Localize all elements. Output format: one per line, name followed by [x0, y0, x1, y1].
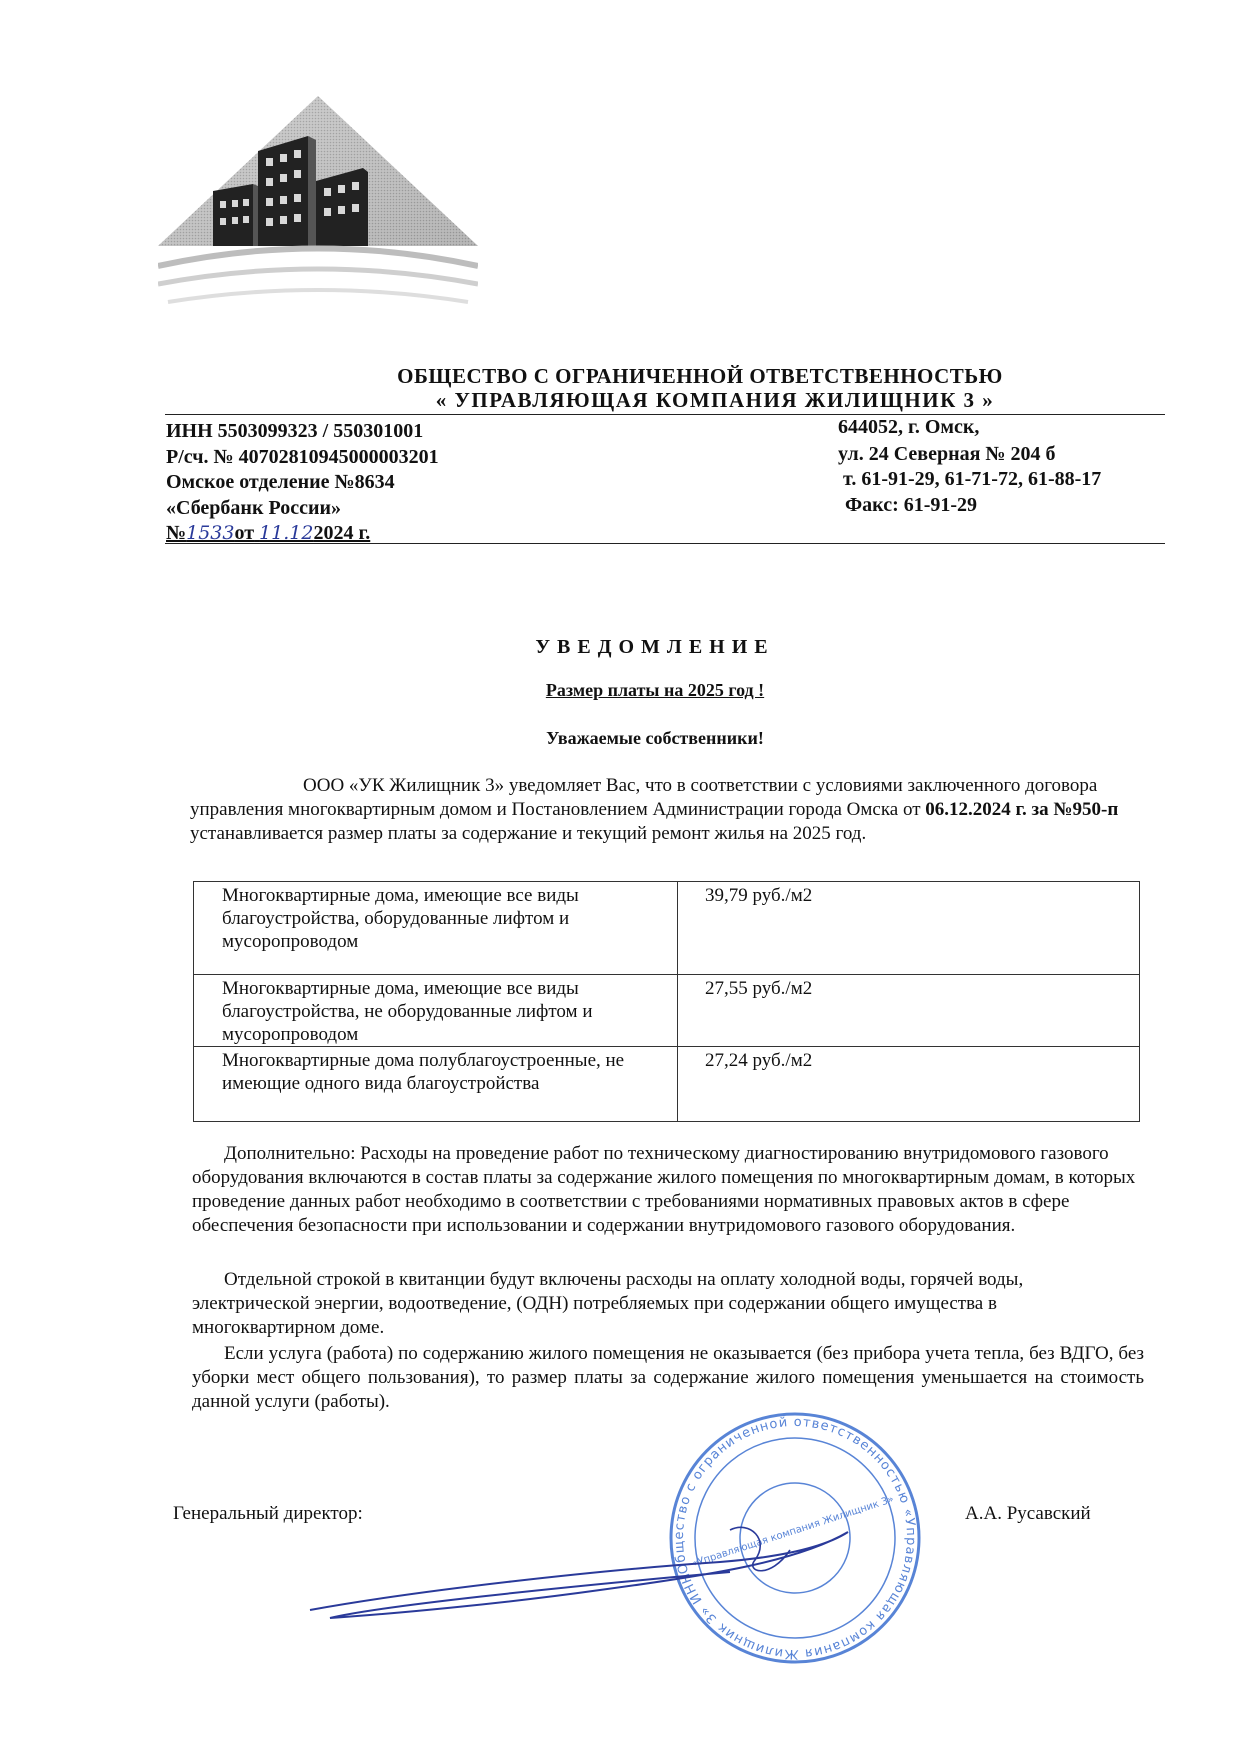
stamp-center-text: «Управляющая компания Жилищник 3»: [690, 1493, 896, 1570]
table-row: [194, 975, 1140, 1047]
ref-year: 2024 г.: [313, 522, 371, 544]
inn-line: ИНН 5503099323 / 550301001: [166, 420, 424, 442]
ref-day-handwritten: 11.12: [259, 522, 314, 544]
fee-category: Многоквартирные дома, имеющие все виды благоустройства, оборудованные лифтом и мусоропроводом: [194, 882, 678, 975]
greeting: Уважаемые собственники!: [546, 728, 764, 748]
service-reduction-paragraph: [192, 1342, 1144, 1414]
gas-diagnostics-paragraph: [192, 1142, 1142, 1238]
intro-text-b: устанавливается размер платы за содержание и текущий ремонт жилья на 2025 год.: [190, 823, 867, 844]
requisites-left: [166, 419, 439, 547]
org-name-line1: ОБЩЕСТВО С ОГРАНИЧЕННОЙ ОТВЕТСТВЕННОСТЬЮ: [397, 364, 1003, 388]
phones: т. 61-91-29, 61-71-72, 61-88-17: [843, 468, 1102, 490]
address-street: ул. 24 Северная № 204 б: [838, 442, 1056, 465]
ref-prefix: №: [166, 522, 187, 544]
table-row: [194, 1047, 1140, 1122]
account-line: Р/сч. № 40702810945000003201: [166, 445, 439, 468]
notice-subtitle: Размер платы на 2025 год !: [545, 680, 765, 700]
bank-branch-line: Омское отделение №8634: [166, 471, 395, 493]
director-label: Генеральный директор:: [173, 1503, 363, 1524]
table-row: [194, 882, 1140, 975]
intro-paragraph: [190, 774, 1150, 846]
header-rule-bottom: [165, 543, 1165, 544]
company-logo: [158, 96, 478, 326]
fee-rate: 27,55 руб./м2: [678, 975, 1140, 1047]
intro-text-a: ООО «УК Жилищник 3» уведомляет Вас, что в соответствии с условиями заключенного договора управления многоквартирным домом и Постановлением Администрации города Омска от: [190, 775, 1098, 820]
fee-category: Многоквартирные дома, имеющие все виды благоустройства, не оборудованные лифтом и мусоропроводом: [194, 975, 678, 1047]
fax: Факс: 61-91-29: [845, 493, 978, 516]
stamp-ring-text: Общество с ограниченной ответственностью «Управляющая компания Жилищник 3» ИНН: [671, 1414, 919, 1662]
requisites-right: [838, 415, 1101, 518]
utilities-text: Отдельной строкой в квитанции будут включены расходы на оплату холодной воды, горячей воды, электрической энергии, водоотведение, (ОДН) потребляемых при содержании общего имущества в многоквартирном доме.: [192, 1269, 1024, 1338]
fee-rate: 27,24 руб./м2: [678, 1047, 1140, 1122]
service-reduction-text: Если услуга (работа) по содержанию жилого помещения не оказывается (без прибора учета тепла, без ВДГО, без уборки мест общего пользования), то размер платы за содержание жилого помещения уменьшается на стоимость данной услуги (работы).: [192, 1343, 1144, 1412]
ref-from: от: [234, 522, 255, 544]
fee-rate: 39,79 руб./м2: [678, 882, 1140, 975]
address-city: 644052, г. Омск,: [838, 416, 980, 438]
bank-name-line: «Сбербанк России»: [166, 496, 341, 519]
ref-number-handwritten: 1533: [186, 522, 235, 544]
fee-category: Многоквартирные дома полублагоустроенные, не имеющие одного вида благоустройства: [194, 1047, 678, 1122]
intro-decree-ref: 06.12.2024 г. за №950-п: [925, 799, 1119, 820]
director-name: А.А. Русавский: [965, 1503, 1091, 1524]
notice-title: УВЕДОМЛЕНИЕ: [535, 636, 775, 658]
fee-table: [193, 881, 1140, 1122]
utilities-paragraph: [192, 1268, 1142, 1340]
gas-diagnostics-text: Дополнительно: Расходы на проведение работ по техническому диагностированию внутридомового газового оборудования включаются в состав платы за содержание жилого помещения по многоквартирным домам, в которых проведение данных работ необходимо в соответствии с требованиями нормативных правовых актов в сфере обеспечения безопасности при использовании и содержании внутридомового газового оборудования.: [192, 1143, 1136, 1236]
director-signature: [300, 1510, 860, 1630]
org-name-line2: « УПРАВЛЯЮЩАЯ КОМПАНИЯ ЖИЛИЩНИК 3 »: [435, 388, 995, 412]
